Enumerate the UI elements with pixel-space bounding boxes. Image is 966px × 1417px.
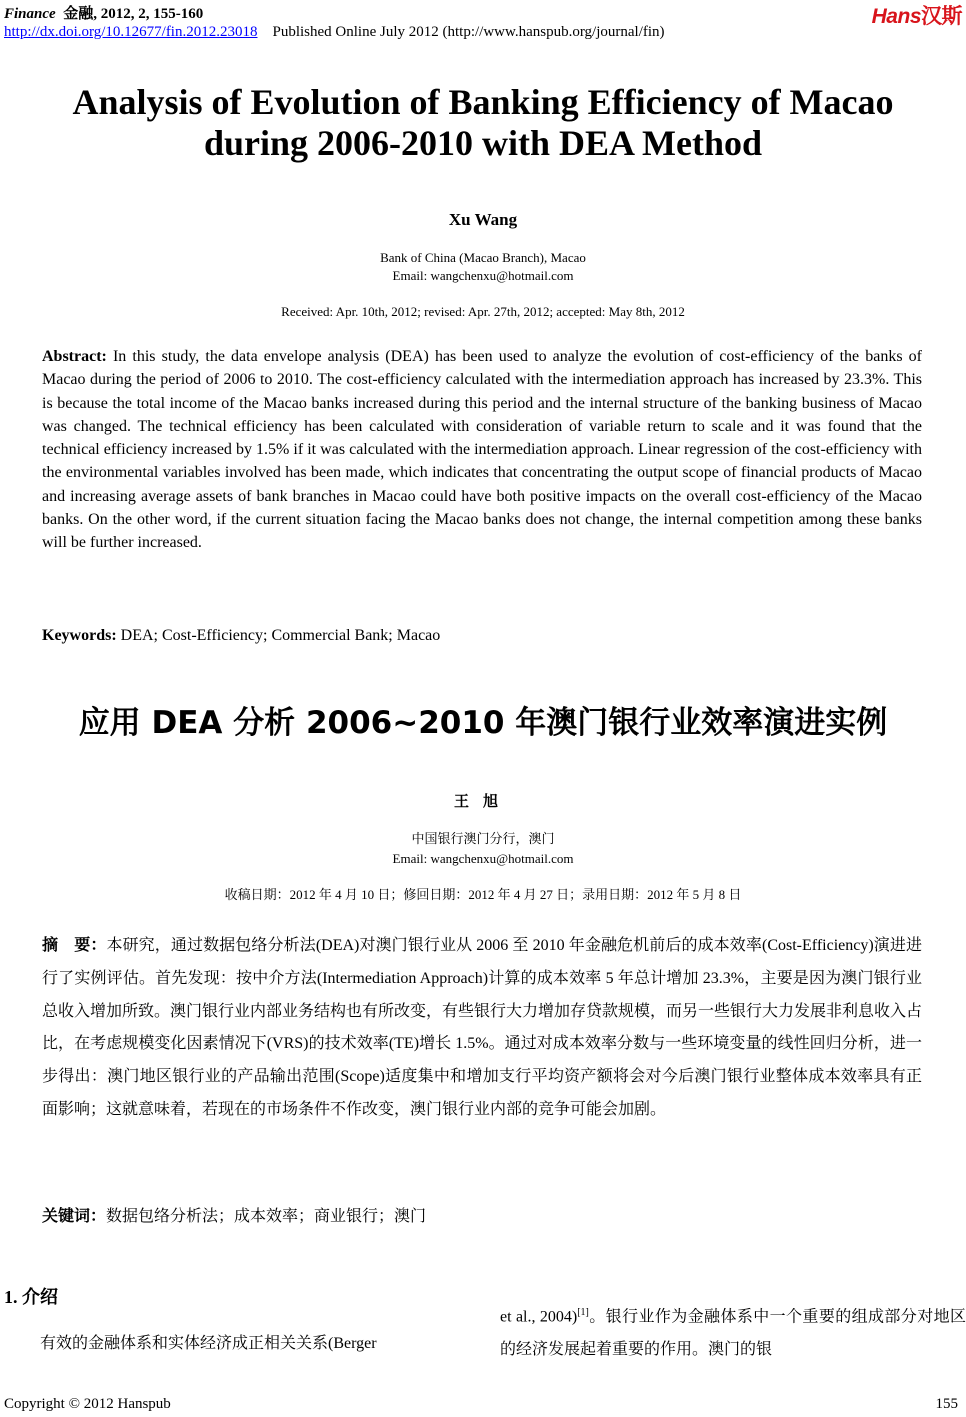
keywords [42, 624, 922, 647]
cn-affiliation: 中国银行澳门分行，澳门 [411, 831, 555, 846]
doi-line [4, 24, 665, 41]
journal-citation [4, 2, 203, 23]
affiliation: Bank of China (Macao Branch), Macao [380, 250, 586, 265]
keywords-label: Keywords: [42, 627, 117, 644]
email: Email: wangchenxu@hotmail.com [392, 268, 574, 283]
paper-title [0, 82, 966, 164]
abstract-text: In this study, the data envelope analysis (DEA) has been used to analyze the evolution of cost-efficiency of the banks of Macao during the period of 2006 to 2010. The cost-efficiency calculated with the intermediation approach has increased by 23.3%. This is because the total income of the Macao banks increased during this period and the internal structure of the banking business of Macao was changed. The technical efficiency has been calculated with consideration of variable return to scale and it was found that the technical efficiency increased by 1.5% if it was calculated with the intermediation approach. Linear regression of the cost-efficiency with the environmental variables involved has been made, which indicates that concentrating the output scope of financial products of Macao and increasing average assets of bank branches in Macao could have both positive impacts on the overall cost-efficiency of the Macao banks. On the other word, if the current situation facing the Macao banks does not change, the internal competition among these banks will be further increased. [42, 348, 922, 552]
cn-author: 王旭 [453, 794, 512, 810]
abstract [42, 345, 922, 555]
title-line-1: Analysis of Evolution of Banking Efficiency of Macao [72, 82, 894, 122]
cn-received-dates: 收稿日期：2012 年 4 月 10 日；修回日期：2012 年 4 月 27 日；录用日期：2012 年 5 月 8 日 [224, 887, 742, 902]
hans-logo [872, 0, 962, 30]
copyright: Copyright © 2012 Hanspub [4, 1396, 171, 1412]
citation-ref[interactable]: [1] [577, 1307, 589, 1318]
body-text: 。银行业作为金融体系中一个重要的组成部分对地区的经济发展起着重要的作用。澳门的银 [500, 1308, 966, 1359]
title-line-2: during 2006-2010 with DEA Method [203, 123, 763, 163]
logo-cn: 汉斯 [921, 5, 962, 28]
body-left-column: 有效的金融体系和实体经济成正相关关系(Berger [40, 1335, 377, 1352]
published-note: Published Online July 2012 (http://www.hanspub.org/journal/fin) [272, 24, 665, 40]
logo-en: Hans [871, 5, 921, 28]
citation: , 2012, 2, 155-160 [93, 6, 204, 22]
received-dates: Received: Apr. 10th, 2012; revised: Apr. 27th, 2012; accepted: May 8th, 2012 [281, 304, 685, 319]
cn-affiliation-block [0, 829, 966, 869]
body-right-column [500, 1296, 966, 1366]
cn-email: Email: wangchenxu@hotmail.com [392, 851, 574, 866]
cn-keywords-text: 数据包络分析法；成本效率；商业银行；澳门 [106, 1208, 427, 1225]
author: Xu Wang [448, 210, 518, 229]
cn-abstract-label: 摘 要： [42, 937, 107, 954]
cn-keywords [42, 1205, 922, 1228]
cn-abstract-text: 本研究，通过数据包络分析法(DEA)对澳门银行业从 2006 至 2010 年金融危机前后的成本效率(Cost-Efficiency)演进进行了实例评估。首先发现：按中介方法(Intermediation Approach)计算的成本效率 5 年总计增加 23.3%，主要是因为澳门银行业总收入增加所致。澳门银行业内部业务结构也有所改变，有些银行大力增加存贷款规模，而另一些银行大力发展非利息收入占比，在考虑规模变化因素情况下(VRS)的技术效率(TE)增长 1.5%。通过对成本效率分数与一些环境变量的线性回归分析，进一步得出：澳门地区银行业的产品输出范围(Scope)适度集中和增加支行平均资产额将会对今后澳门银行业整体成本效率具有正面影响；这就意味着，若现在的市场条件不作改变，澳门银行业内部的竞争可能会加剧。 [42, 937, 923, 1118]
doi-link[interactable]: http://dx.doi.org/10.12677/fin.2012.23018 [4, 24, 258, 40]
cn-title: 应用 DEA 分析 2006~2010 年澳门银行业效率演进实例 [78, 705, 888, 741]
section-heading: 1. 介绍 [4, 1287, 58, 1307]
abstract-label: Abstract: [42, 348, 107, 365]
body-text: et al., 2004) [500, 1308, 578, 1326]
page-number: 155 [935, 1396, 958, 1412]
cn-abstract [42, 930, 922, 1127]
affiliation-block [0, 249, 966, 285]
journal-name: Finance [4, 6, 56, 22]
journal-name-cn: 金融 [63, 6, 94, 22]
keywords-text: DEA; Cost-Efficiency; Commercial Bank; Macao [116, 627, 441, 644]
cn-keywords-label: 关键词： [42, 1208, 107, 1225]
